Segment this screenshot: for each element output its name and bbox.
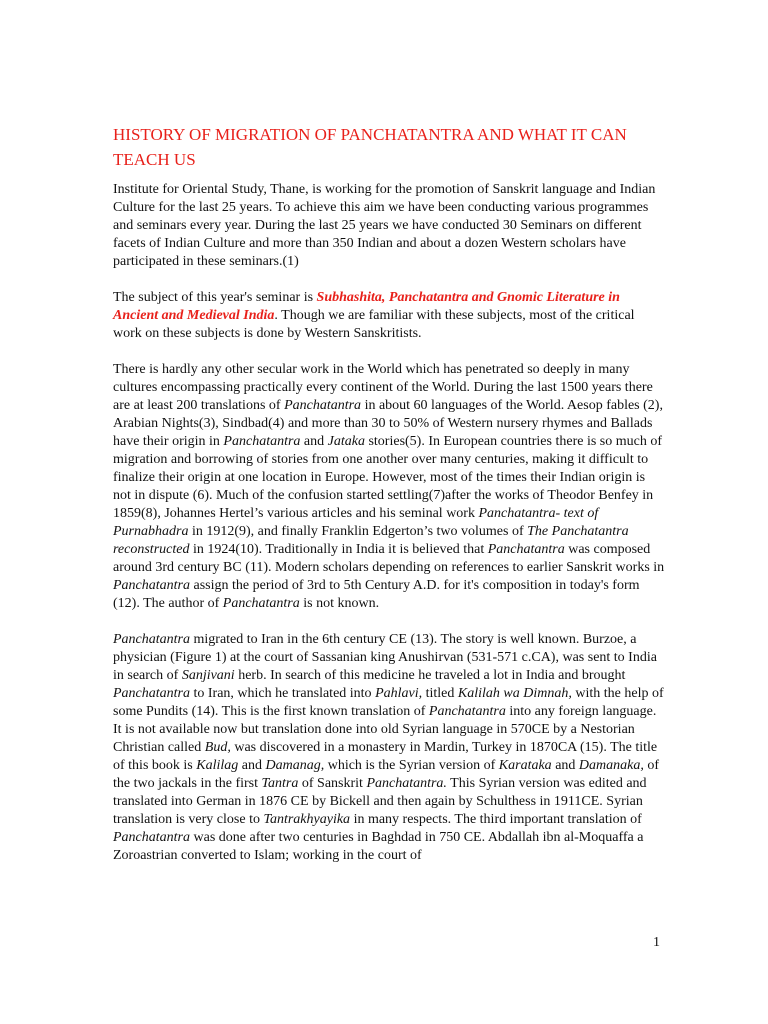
text-run: in 1924(10). Traditionally in India it is believed that: [189, 542, 488, 557]
italic-term: Damanag,: [265, 758, 325, 773]
italic-term: Jataka: [327, 434, 365, 449]
text-run: is not known.: [299, 596, 380, 611]
text-run: assign the period of 3rd to 5th Century A.D. for it's composition in today's form (12). The author of: [113, 578, 640, 611]
italic-term: Panchatantra- text of Purnabhadra: [113, 506, 599, 539]
document-title: HISTORY OF MIGRATION OF PANCHATANTRA AND WHAT IT CAN TEACH US: [113, 125, 627, 169]
text-run: of the two jackals in the first: [113, 758, 660, 791]
italic-term: Panchatantra: [113, 830, 190, 845]
italic-term: Panchatantra: [487, 542, 565, 557]
paragraph-migration-iran: [113, 631, 665, 865]
italic-term: Damanaka,: [578, 758, 644, 773]
italic-term: Kalilag: [196, 758, 239, 773]
text-run: titled: [422, 686, 458, 701]
text-run: with the help of some Pundits (14). This is the first known translation of: [113, 686, 664, 719]
paragraph-seminar-subject: [113, 289, 665, 343]
text-run: in about 60 languages of the World. Aesop fables (2), Arabian Nights(3), Sindbad(4) and more than 30 to 50% of Western nursery rhymes and Ballads have their origin in: [113, 398, 663, 449]
italic-term: Tantrakhyayika: [263, 812, 351, 827]
page-number: 1: [653, 935, 660, 950]
seminar-topic: Subhashita, Panchatantra and Gnomic Literature in Ancient and Medieval India: [113, 290, 620, 323]
text-run: migrated to Iran in the 6th century CE (13). The story is well known. Burzoe, a physician (Figure 1) at the court of Sassanian king Anushirvan (531-571 c.CA), was sent to India in search of: [113, 632, 657, 683]
italic-term: Panchatantra: [113, 686, 190, 701]
italic-term: Panchatantra: [428, 704, 506, 719]
italic-term: Panchatantra: [222, 596, 300, 611]
italic-term: Sanjivani: [181, 668, 235, 683]
text-run: of Sanskrit: [298, 776, 367, 791]
paragraph-institute: Institute for Oriental Study, Thane, is working for the promotion of Sanskrit language and Indian Culture for the last 25 years. To achieve this aim we have been conducting various programmes and seminars every year. During the last 25 years we have conducted 30 Seminars on different facets of Indian Culture and more than 350 Indian and about a dozen Western scholars have participated in these seminars.(1): [113, 182, 656, 269]
text-run: in many respects. The third important translation of: [350, 812, 642, 827]
text-run: There is hardly any other secular work in the World which has penetrated so deeply in many cultures encompassing practically every continent of the World. During the last 1500 years there are at least 200 translations of: [113, 362, 653, 413]
text-run: . Though we are familiar with these subjects, most of the critical work on these subjects is done by Western Sanskritists.: [113, 308, 635, 341]
text-run: was discovered in a monastery in Mardin, Turkey in 1870CA (15). The title of this book is: [113, 740, 658, 773]
text-run: stories(5). In European countries there is so much of migration and borrowing of stories from one another over many centuries, making it difficult to finalize their origin at one location in Europe. However, most of the times their Indian origin is not in dispute (6). Much of the confusion started settling(7)after the works of Theodor Benfey in 1859(8), Johannes Hertel’s various articles and his seminal work: [113, 434, 662, 521]
italic-term: Tantra: [261, 776, 299, 791]
italic-term: Panchatantra.: [366, 776, 447, 791]
text-run: herb. In search of this medicine he traveled a lot in India and brought: [234, 668, 626, 683]
italic-term: Panchatantra: [113, 632, 190, 647]
text-run: into any foreign language. It is not available now but translation done into old Syrian language in 570CE by a Nestorian Christian called: [113, 704, 657, 755]
italic-term: Kalilah wa Dimnah,: [457, 686, 572, 701]
document-body: [113, 181, 665, 865]
italic-term: Panchatantra: [284, 398, 362, 413]
italic-term: Karataka: [498, 758, 552, 773]
text-run: and: [551, 758, 579, 773]
text-run: This Syrian version was edited and translated into German in 1876 CE by Bickell and then again by Schulthess in 1911CE. Syrian translation is very close to: [113, 776, 647, 827]
italic-term: Panchatantra: [223, 434, 301, 449]
text-run: which is the Syrian version of: [324, 758, 499, 773]
text-run: The subject of this year's seminar is: [113, 290, 317, 305]
italic-term: Pahlavi,: [375, 686, 423, 701]
text-run: in 1912(9), and finally Franklin Edgerton’s two volumes of: [188, 524, 528, 539]
italic-term: The Panchatantra reconstructed: [113, 524, 629, 557]
italic-term: Bud,: [204, 740, 231, 755]
text-run: and: [300, 434, 328, 449]
paragraph-secular-work: [113, 361, 665, 613]
text-run: was composed around 3rd century BC (11). Modern scholars depending on references to earlier Sanskrit works in: [113, 542, 665, 575]
text-run: and: [238, 758, 266, 773]
text-run: to Iran, which he translated into: [190, 686, 376, 701]
text-run: was done after two centuries in Baghdad in 750 CE. Abdallah ibn al-Moquaffa a Zoroastrian converted to Islam; working in the court of: [113, 830, 644, 863]
italic-term: Panchatantra: [113, 578, 190, 593]
